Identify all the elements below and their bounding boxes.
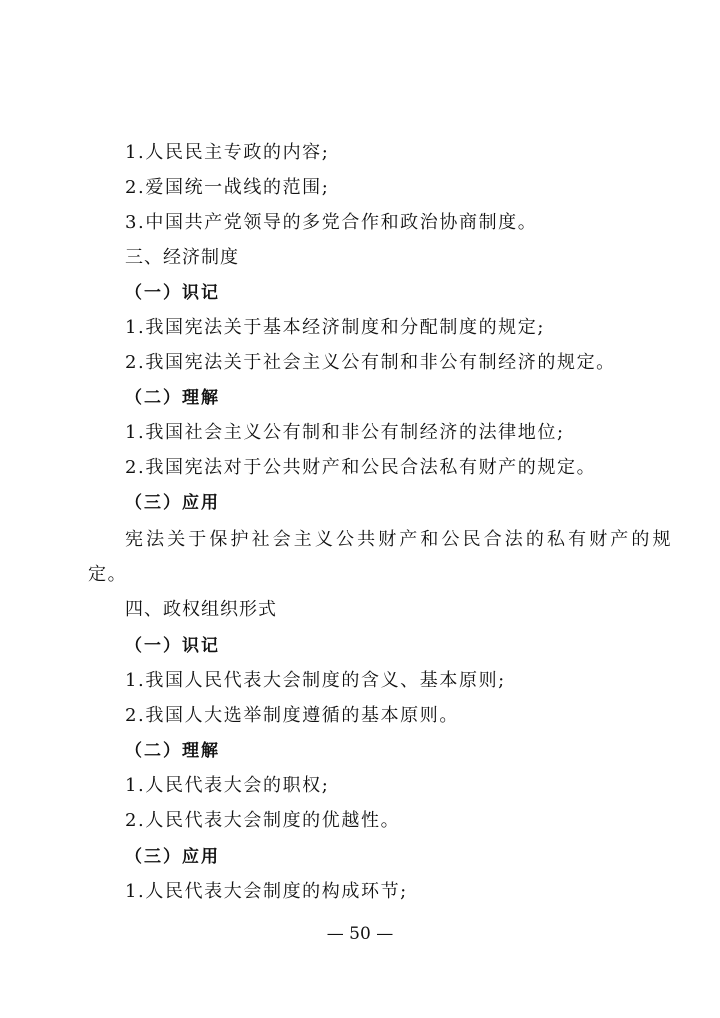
subsection-heading: （一）识记 xyxy=(125,283,220,303)
list-item: 1.人民民主专政的内容; xyxy=(125,142,330,163)
list-item: 1.人民代表大会的职权; xyxy=(125,775,330,796)
list-item: 3.中国共产党领导的多党合作和政治协商制度。 xyxy=(125,212,538,233)
list-item: 2.爱国统一战线的范围; xyxy=(125,177,330,198)
list-item: 1.人民代表大会制度的构成环节; xyxy=(125,881,408,902)
page-number: — 50 — xyxy=(326,924,394,944)
section-heading: 四、政权组织形式 xyxy=(125,599,277,620)
list-item: 1.我国社会主义公有制和非公有制经济的法律地位; xyxy=(125,422,565,443)
list-item: 2.我国宪法对于公共财产和公民合法私有财产的规定。 xyxy=(125,457,597,478)
list-item: 1.我国宪法关于基本经济制度和分配制度的规定; xyxy=(125,317,546,338)
section-heading: 三、经济制度 xyxy=(125,247,239,268)
subsection-heading: （二）理解 xyxy=(125,741,220,761)
subsection-heading: （一）识记 xyxy=(125,636,220,656)
subsection-heading: （三）应用 xyxy=(125,847,220,867)
paragraph-continuation: 定。 xyxy=(88,564,128,585)
list-item: 2.人民代表大会制度的优越性。 xyxy=(125,810,401,831)
list-item: 2.我国人大选举制度遵循的基本原则。 xyxy=(125,705,459,726)
list-item: 2.我国宪法关于社会主义公有制和非公有制经济的规定。 xyxy=(125,352,616,373)
list-item: 1.我国人民代表大会制度的含义、基本原则; xyxy=(125,670,506,691)
paragraph: 宪法关于保护社会主义公共财产和公民合法的私有财产的规 xyxy=(125,529,674,550)
subsection-heading: （三）应用 xyxy=(125,493,220,513)
subsection-heading: （二）理解 xyxy=(125,388,220,408)
